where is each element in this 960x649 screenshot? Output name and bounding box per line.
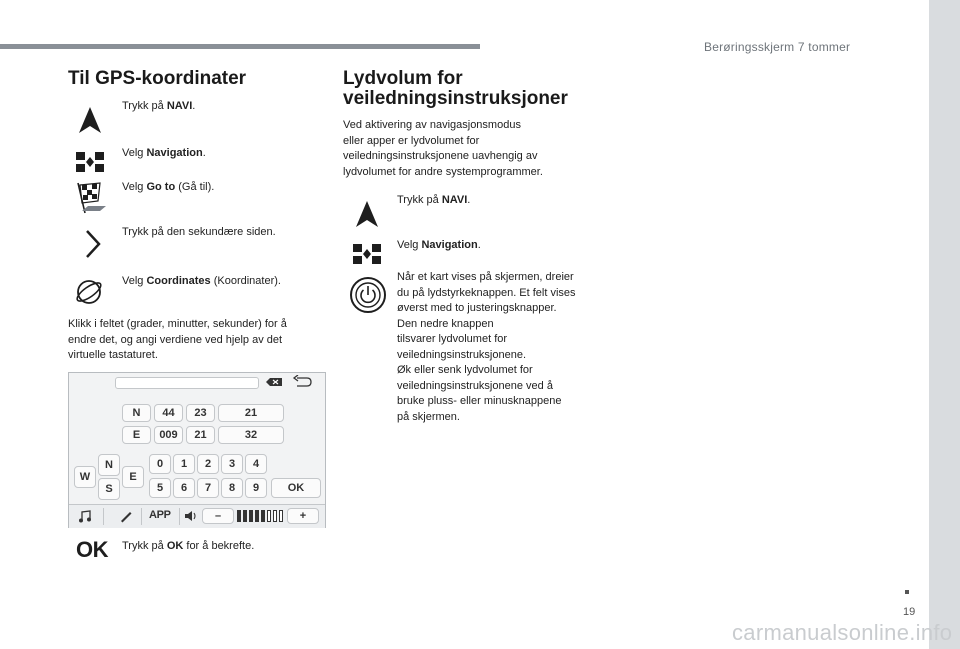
left-step-4: Trykk på den sekundære siden. bbox=[122, 226, 276, 238]
key-digit[interactable]: 4 bbox=[245, 454, 267, 474]
header-title: Berøringsskjerm 7 tommer bbox=[704, 40, 851, 54]
left-paragraph: Klikk i feltet (grader, minutter, sekunder) for å endre det, og angi verdiene ved hjelp av det virtuelle tastaturet. bbox=[68, 318, 287, 361]
key-east-minutes[interactable]: 21 bbox=[186, 426, 215, 444]
key-digit[interactable]: 9 bbox=[245, 478, 267, 498]
volume-plus-button[interactable]: + bbox=[287, 508, 319, 524]
return-icon[interactable] bbox=[291, 375, 313, 388]
page-dot bbox=[905, 590, 909, 594]
side-tab bbox=[929, 0, 960, 649]
right-step-1: Trykk på NAVI. bbox=[397, 194, 471, 206]
key-east-label[interactable]: E bbox=[122, 426, 151, 444]
right-intro: Ved aktivering av navigasjonsmodus eller apper er lydvolumet for veiledningsinstruksjonene uavhengig av lydvolumet for andre systemprogrammer. bbox=[343, 119, 543, 178]
coordinate-keyboard bbox=[68, 372, 326, 528]
backspace-icon[interactable] bbox=[265, 377, 283, 387]
left-step-3: Velg Go to (Gå til). bbox=[122, 181, 215, 193]
key-digit[interactable]: 0 bbox=[149, 454, 171, 474]
key-east-seconds[interactable]: 32 bbox=[218, 426, 284, 444]
ok-key[interactable]: OK bbox=[271, 478, 321, 498]
globe-icon bbox=[74, 277, 104, 307]
key-east-degrees[interactable]: 009 bbox=[154, 426, 183, 444]
key-north-label[interactable]: N bbox=[122, 404, 151, 422]
music-note-icon[interactable] bbox=[78, 510, 92, 523]
key-compass-north[interactable]: N bbox=[98, 454, 120, 476]
page-number: 19 bbox=[903, 606, 916, 618]
key-digit[interactable]: 1 bbox=[173, 454, 195, 474]
key-north-degrees[interactable]: 44 bbox=[154, 404, 183, 422]
volume-icon bbox=[184, 510, 198, 522]
right-section-title: Lydvolum for veiledningsinstruksjoner bbox=[343, 68, 568, 109]
phone-icon[interactable] bbox=[119, 510, 133, 523]
navigation-arrow-icon bbox=[75, 105, 105, 135]
grid-menu-icon bbox=[75, 147, 105, 177]
key-digit[interactable]: 6 bbox=[173, 478, 195, 498]
volume-minus-button[interactable]: – bbox=[202, 508, 234, 524]
left-step-5: Velg Coordinates (Koordinater). bbox=[122, 275, 281, 287]
left-section-title: Til GPS-koordinater bbox=[68, 68, 247, 89]
navigation-arrow-icon bbox=[352, 199, 382, 229]
header-bar bbox=[0, 44, 480, 49]
key-compass-east[interactable]: E bbox=[122, 466, 144, 488]
left-step-2: Velg Navigation. bbox=[122, 147, 206, 159]
key-digit[interactable]: 7 bbox=[197, 478, 219, 498]
chevron-right-icon bbox=[78, 229, 108, 259]
key-north-minutes[interactable]: 23 bbox=[186, 404, 215, 422]
key-compass-west[interactable]: W bbox=[74, 466, 96, 488]
power-knob-icon bbox=[349, 276, 387, 314]
key-north-seconds[interactable]: 21 bbox=[218, 404, 284, 422]
key-digit[interactable]: 3 bbox=[221, 454, 243, 474]
app-label[interactable]: APP bbox=[149, 509, 171, 521]
checkered-flag-icon bbox=[76, 181, 108, 215]
right-step-2: Velg Navigation. bbox=[397, 239, 481, 251]
key-digit[interactable]: 5 bbox=[149, 478, 171, 498]
key-digit[interactable]: 8 bbox=[221, 478, 243, 498]
right-volume-text: Når et kart vises på skjermen, dreier du på lydstyrkeknappen. Et felt vises øverst med to justeringsknapper. Den nedre knappen tilsvarer lydvolumet for veiledningsinstruksjonene. Øk eller senk lydvolumet for veiledningsinstruksjonene ved å bruke pluss- eller minusknappene på skjermen. bbox=[397, 271, 576, 423]
key-digit[interactable]: 2 bbox=[197, 454, 219, 474]
volume-level-bar bbox=[237, 510, 285, 522]
key-compass-south[interactable]: S bbox=[98, 478, 120, 500]
left-step-1: Trykk på NAVI. bbox=[122, 100, 196, 112]
ok-icon: OK bbox=[76, 537, 108, 562]
keyboard-toolbar bbox=[69, 504, 325, 528]
watermark: carmanualsonline.info bbox=[732, 620, 953, 645]
coordinate-input[interactable] bbox=[115, 377, 259, 389]
grid-menu-icon bbox=[352, 239, 382, 269]
left-ok-step: Trykk på OK for å bekrefte. bbox=[122, 540, 255, 552]
